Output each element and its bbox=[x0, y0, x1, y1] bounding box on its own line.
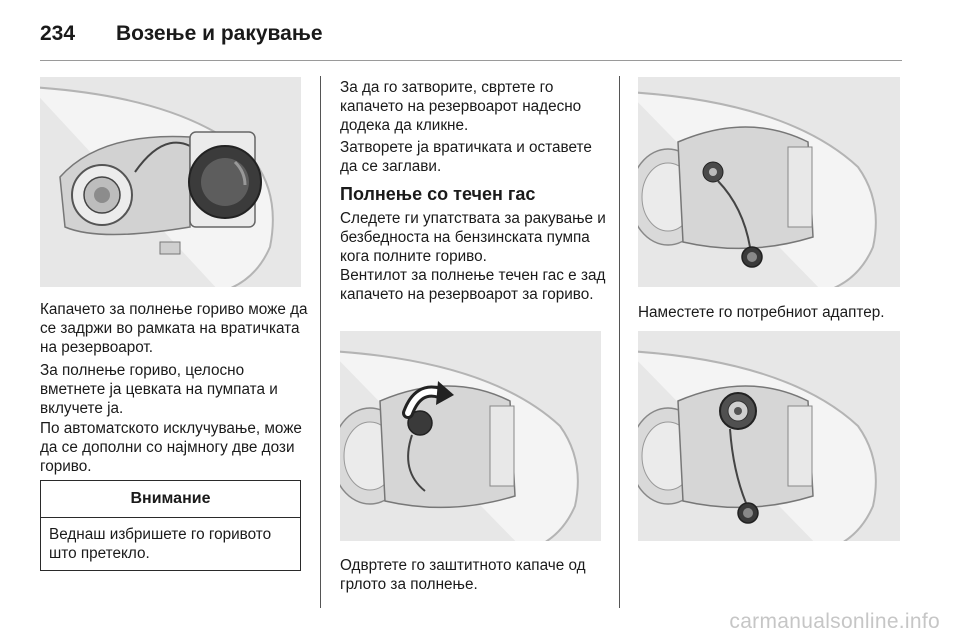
caption-unscrew-cap: Одвртете го заштитното капаче од грлото за полнење. bbox=[340, 557, 586, 593]
header-rule bbox=[40, 60, 902, 61]
column-divider-left bbox=[320, 76, 321, 608]
cap-removed-illustration bbox=[638, 77, 900, 287]
paragraph-cap-holder: Капачето за полнење гориво може да се задржи во рамката на вратичката на резервоарот. bbox=[40, 301, 308, 356]
notice-box bbox=[40, 480, 301, 571]
paragraph-close-cap: За да го затворите, свртете го капачето на резервоарот надесно додека да кликне. bbox=[340, 79, 582, 134]
paragraph-close-door: Затворете ја вратичката и оставете да се заглави. bbox=[340, 139, 592, 175]
caption-fit-adapter: Наместете го потребниот адаптер. bbox=[638, 304, 885, 321]
notice-text: Веднаш избришете го горивото што претекло. bbox=[49, 526, 272, 562]
fuel-door-cap-illustration bbox=[40, 77, 301, 287]
paragraph-lpg-instructions: Следете ги упатствата за ракување и безбедноста на бензинската пумпа кога полните гориво. bbox=[340, 210, 606, 265]
notice-title: Внимание bbox=[41, 481, 300, 518]
paragraph-lpg-valve: Вентилот за полнење течен гас е зад капачето на резервоарот за гориво. bbox=[340, 267, 606, 303]
paragraph-top-up: По автоматското исклучување, може да се дополни со најмногу две дози гориво. bbox=[40, 420, 302, 475]
chapter-title: Возење и ракување bbox=[116, 22, 323, 45]
page-number: 234 bbox=[40, 22, 76, 45]
paragraph-refuel: За полнење гориво, целосно вметнете ја цевката на пумпата и вклучете ја. bbox=[40, 362, 278, 417]
adapter-fitted-illustration bbox=[638, 331, 900, 541]
watermark: carmanualsonline.info bbox=[729, 610, 940, 633]
column-divider-right bbox=[619, 76, 620, 608]
subheading-lpg-refuel: Полнење со течен гас bbox=[340, 184, 536, 204]
unscrew-protective-cap-illustration bbox=[340, 331, 601, 541]
